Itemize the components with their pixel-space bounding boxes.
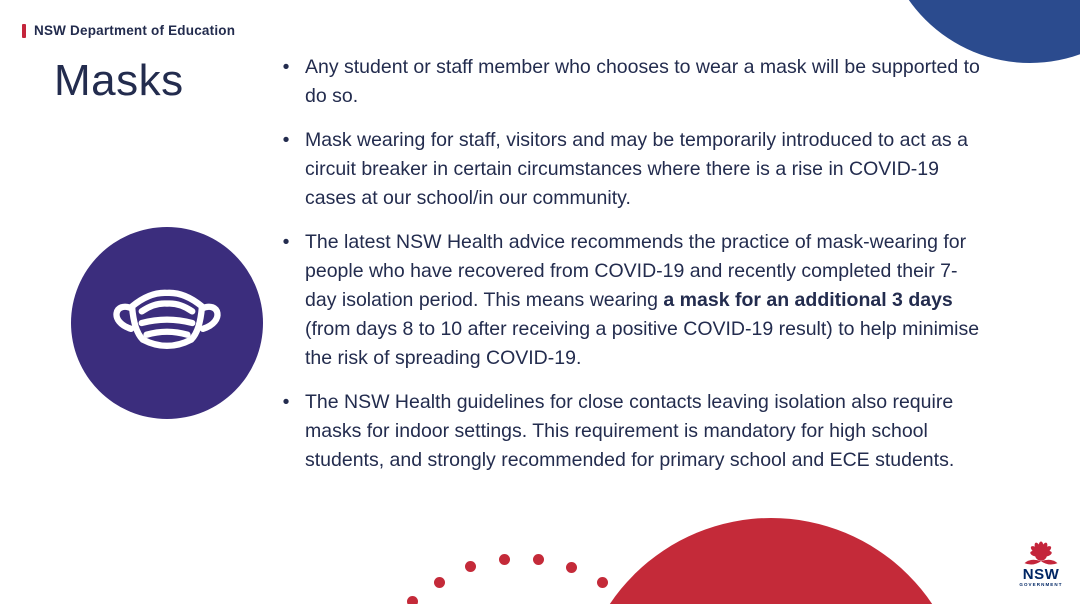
- mask-fold-line-1: [142, 303, 193, 311]
- bullet-marker: •: [282, 391, 290, 413]
- dot-decoration: [597, 577, 608, 588]
- bullet-text: Any student or staff member who chooses to wear a mask will be supported to do so.: [305, 56, 980, 107]
- bullet-item: [281, 228, 987, 373]
- nsw-logo-caption: GOVERNMENT: [1019, 582, 1063, 587]
- mask-icon: [99, 277, 235, 369]
- bullet-text-bold-segment: a mask for an additional 3 days: [663, 289, 953, 311]
- bullet-marker: •: [282, 129, 290, 151]
- bullet-marker: •: [282, 231, 290, 253]
- dot-decoration: [533, 554, 544, 565]
- bullet-text: The NSW Health guidelines for close contacts leaving isolation also require masks for indoor settings. This requirement is mandatory for high school students, and strongly recommended for primary school and ECE students.: [305, 391, 955, 471]
- mask-fold-line-3: [147, 332, 188, 335]
- dot-decoration: [434, 577, 445, 588]
- bullet-item: [281, 53, 987, 111]
- dot-decoration: [566, 562, 577, 573]
- department-name: NSW Department of Education: [34, 23, 236, 38]
- bullet-marker: •: [282, 56, 290, 78]
- department-header: [22, 23, 235, 38]
- dot-decoration: [499, 554, 510, 565]
- bullet-text-segment: (from days 8 to 10 after receiving a positive COVID-19 result) to help minimise the risk of spreading COVID-19.: [305, 318, 980, 369]
- mask-fold-line-2: [142, 320, 193, 323]
- red-blob-decoration: [577, 518, 965, 604]
- mask-badge: [71, 227, 263, 419]
- page-title: Masks: [54, 56, 184, 105]
- nsw-government-logo: [1012, 539, 1070, 588]
- nsw-logo-name: NSW: [1022, 566, 1060, 583]
- bullet-item: [281, 388, 987, 475]
- bullet-text-segment: The latest NSW Health advice recommends the practice of mask-wearing for people who have recovered from COVID-19 and recently completed their 7-day isolation period. This means wearing: [305, 231, 967, 311]
- waratah-icon: [1019, 539, 1063, 567]
- dot-decoration: [465, 561, 476, 572]
- dot-decoration: [407, 596, 418, 604]
- bullet-text: [305, 228, 985, 373]
- bullet-item: [281, 126, 987, 213]
- bullet-list: [281, 53, 987, 490]
- brand-red-bar: [22, 24, 26, 38]
- bullet-text: Mask wearing for staff, visitors and may be temporarily introduced to act as a circuit breaker in certain circumstances where there is a rise in COVID-19 cases at our school/in our community.: [305, 129, 968, 209]
